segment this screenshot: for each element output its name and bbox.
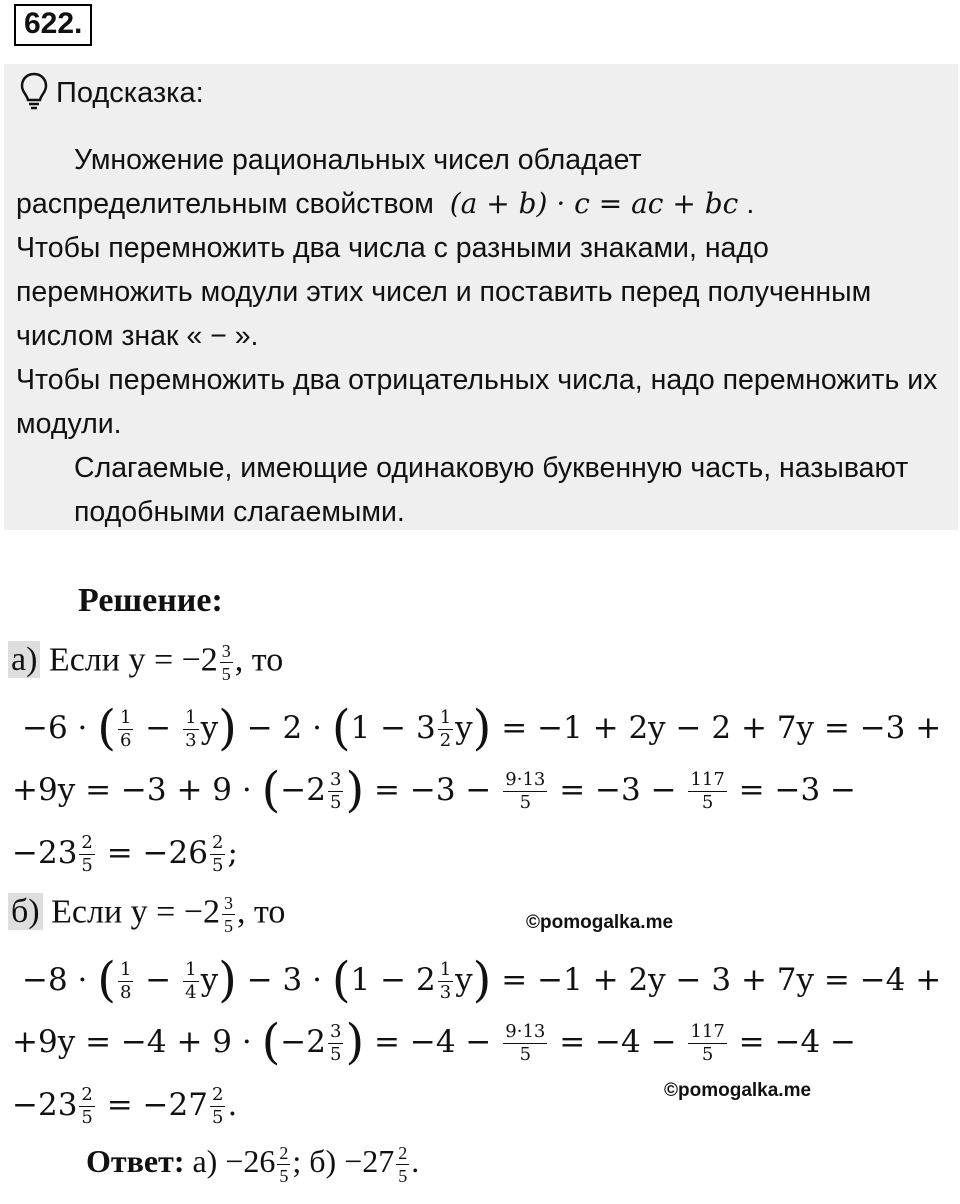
hint-p1-a: Умножение рациональных чисел обладает <box>74 144 642 176</box>
fraction: $\frac{3}{5}$ <box>221 641 231 684</box>
part-a-label: а) <box>8 641 40 678</box>
hint-text <box>16 138 946 534</box>
hint-p1-c: . <box>746 188 755 220</box>
hint-p1-cont <box>16 182 946 226</box>
part-a-condition <box>8 640 283 685</box>
hint-title-text: Подсказка: <box>56 77 204 109</box>
part-b-cond-text: Если y = −2 <box>51 893 220 931</box>
part-b-line-2: +9y = −4 + 9 · (−2 $\frac{3}{5}$ ) = −4 − $\frac{9\cdot 13}{5}$ = −4 − $\frac{117}{5}$ = −4 − <box>12 1014 856 1070</box>
problem-number: 622. <box>14 4 92 46</box>
hint-p1 <box>16 138 946 182</box>
watermark: ©pomogalka.me <box>526 912 674 933</box>
hint-p3: Чтобы перемножить два отрицательных числа, надо перемножить их модули. <box>16 364 938 440</box>
answer-label: Ответ: <box>86 1142 185 1179</box>
part-b-condition <box>8 892 285 937</box>
hint-title <box>20 72 204 113</box>
part-b-line-1: −8 · ( $\frac{1}{8}$ − $\frac{1}{4}$ y) − 3 · (1 − 2 $\frac{1}{3}$ y) = −1 + 2y − 3 + 7y = −4 + <box>22 952 942 1008</box>
part-b-to: , то <box>237 893 286 931</box>
part-a-line-3: −23 $\frac{2}{5}$ = −26 $\frac{2}{5}$ ; <box>12 832 238 876</box>
part-b-label: б) <box>8 893 43 930</box>
lightbulb-icon <box>20 72 48 110</box>
watermark: ©pomogalka.me <box>664 1080 812 1101</box>
part-b-line-3: −23 $\frac{2}{5}$ = −27 $\frac{2}{5}$ . <box>12 1084 238 1128</box>
hint-p1-b: распределительным свойством <box>16 188 434 220</box>
answer-a: а) −26 <box>192 1142 276 1179</box>
answer-end: . <box>411 1142 420 1179</box>
hint-p4: Слагаемые, имеющие одинаковую буквенную часть, называют подобными слагаемыми. <box>74 452 909 528</box>
solution-heading: Решение: <box>78 582 223 619</box>
part-a-cond-text: Если y = −2 <box>48 641 218 679</box>
part-a-line-1: −6 · ( $\frac{1}{6}$ − $\frac{1}{3}$ y) − 2 · (1 − 3 $\frac{1}{2}$ y) = −1 + 2y − 2 + 7y = −3 + <box>22 700 942 756</box>
hint-box <box>4 64 958 530</box>
fraction: $\frac{3}{5}$ <box>224 893 233 936</box>
part-a-line-2: +9y = −3 + 9 · (−2 $\frac{3}{5}$ ) = −3 − $\frac{9\cdot 13}{5}$ = −3 − $\frac{117}{5}$ = −3 − <box>12 762 856 818</box>
answer-b: ; б) −27 <box>292 1142 395 1179</box>
answer: Ответ: а) −26 $\frac{2}{5}$ ; б) −27 $\frac{2}{5}$ . <box>86 1142 420 1186</box>
hint-p2: Чтобы перемножить два числа с разными знаками, надо перемножить модули этих чисел и поставить перед полученным числом знак « − ». <box>16 232 872 352</box>
distributive-formula: (a + b) · c = ac + bc <box>449 187 739 220</box>
part-a-to: , то <box>234 641 284 679</box>
